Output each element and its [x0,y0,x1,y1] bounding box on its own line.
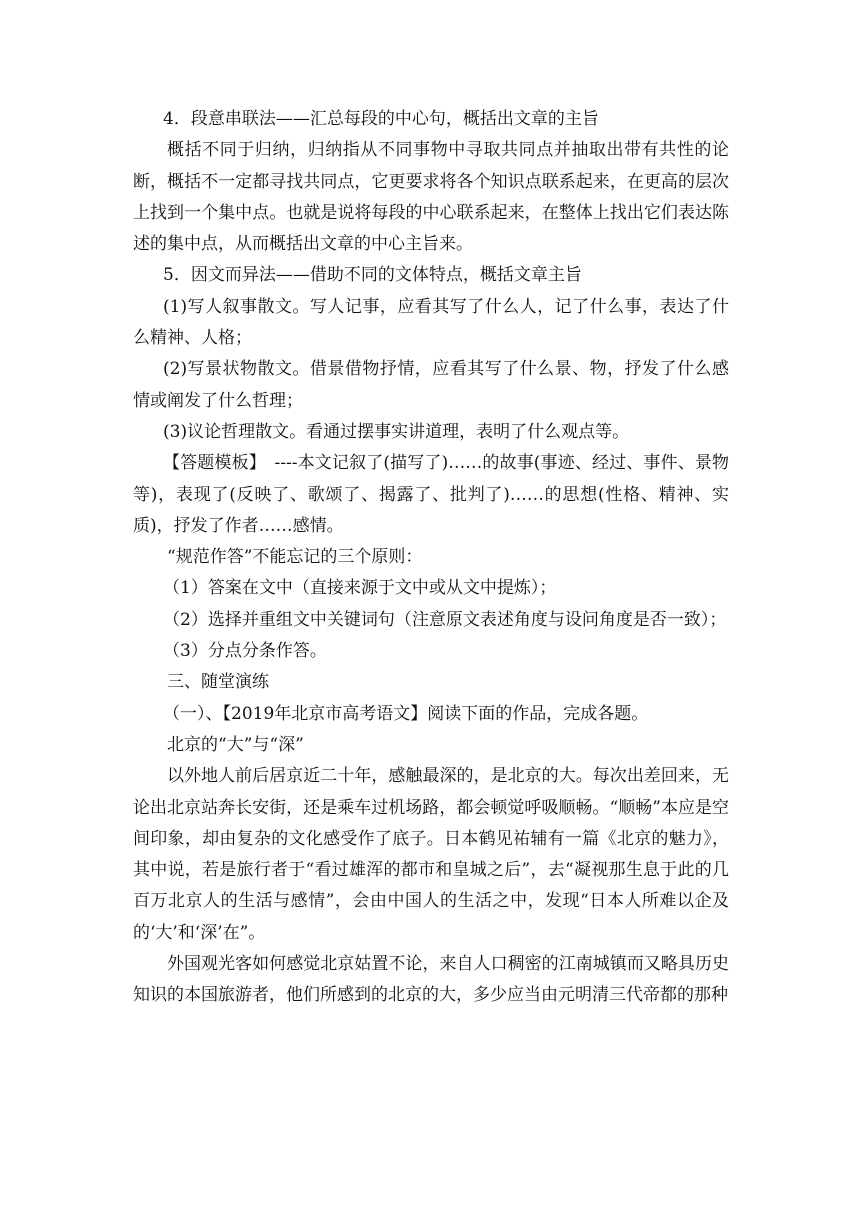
document-page [133,104,729,1012]
principle-2: （2）选择并重组文中关键词句（注意原文表述角度与设问角度是否一致）； [163,609,727,630]
three-principles-intro: “规范作答”不能忘记的三个原则： [167,547,423,568]
heading-method-5: 5．因文而异法——借助不同的文体特点，概括文章主旨 [163,265,582,286]
answer-template: 【答题模板】 ----本文记叙了(描写了)……的故事(事迹、经过、事件、景物等)，表现了(反映了、歌颂了、揭露了、批判了)……的思想(性格、精神、实质)，抒发了作者……感情。 [133,453,729,536]
section-heading-practice: 三、随堂演练 [167,672,269,693]
article-paragraph-1: 以外地人前后居京近二十年，感触最深的，是北京的大。每次出差回来，无论出北京站奔长安街，还是乘车过机场路，都会顿觉呼吸顺畅。“顺畅”本应是空间印象，却由复杂的文化感受作了底子。日本鹤见祐辅有一篇《北京的魅力》，其中说，若是旅行者于“看过雄浑的都市和皇城之后”，去“凝视那生息于此的几百万北京人的生活与感情”，会由中国人的生活之中，发现“日本人所难以企及的‘大’和‘深’在”。 [133,766,729,943]
list-item-narrative-essay: (1)写人叙事散文。写人记事，应看其写了什么人，记了什么事，表达了什么精神、人格； [133,296,729,349]
list-item-argument-essay: (3)议论哲理散文。看通过摆事实讲道理，表明了什么观点等。 [163,421,630,442]
paragraph-generalization: 概括不同于归纳，归纳指从不同事物中寻取共同点并抽取出带有共性的论断，概括不一定都寻找共同点，它更要求将各个知识点联系起来，在更高的层次上找到一个集中点。也就是说将每段的中心联系起来，在整体上找出它们表达陈述的集中点，从而概括出文章的中心主旨来。 [133,140,729,255]
principle-1: （1）答案在文中（直接来源于文中或从文中提炼）； [163,578,557,599]
heading-method-4: 4．段意串联法——汇总每段的中心句，概括出文章的主旨 [163,109,599,129]
principle-3: （3）分点分条作答。 [163,641,327,662]
article-paragraph-2: 外国观光客如何感觉北京姑置不论，来自人口稠密的江南城镇而又略具历史知识的本国旅游者，他们所感到的北京的大，多少应当由元明清三代帝都的那种 [133,954,729,1006]
article-title: 北京的“大”与“深” [167,734,304,755]
exam-source-heading: （一）、【2019年北京市高考语文】阅读下面的作品，完成各题。 [163,703,649,724]
list-item-scenery-essay: (2)写景状物散文。借景借物抒情，应看其写了什么景、物，抒发了什么感情或阐发了什么哲理； [133,359,729,411]
